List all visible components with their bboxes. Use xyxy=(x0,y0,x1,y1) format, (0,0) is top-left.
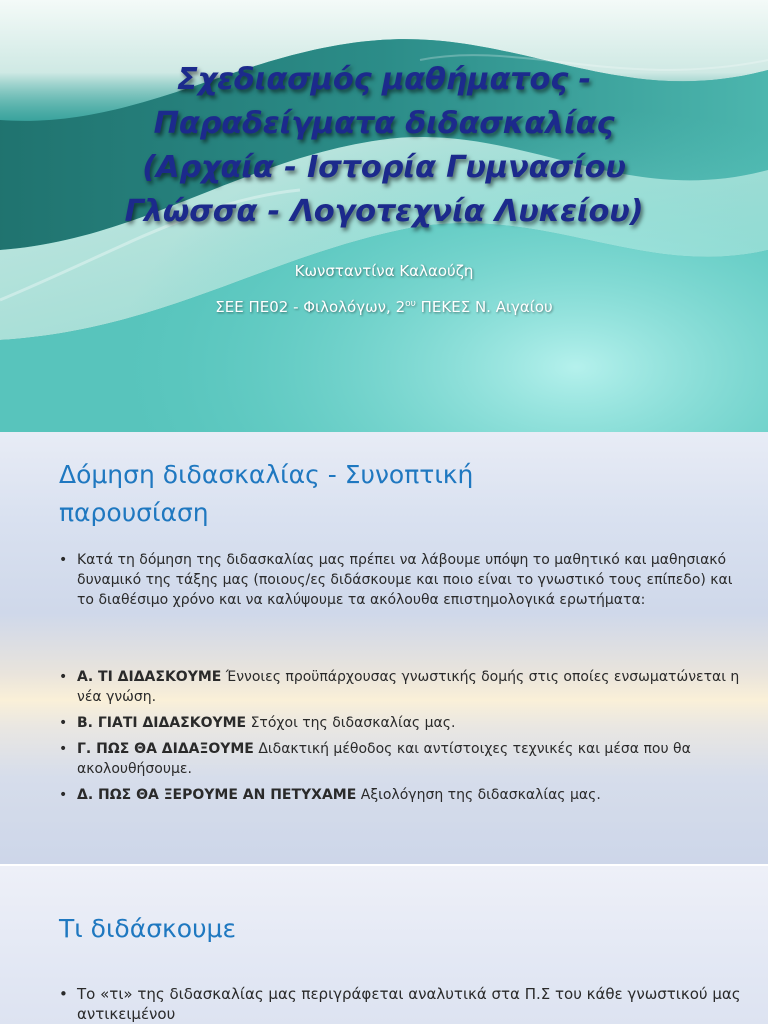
bullet-marker: • xyxy=(59,787,68,803)
item-text: Έννοιες προϋπάρχουσας γνωστικής δομής στις οποίες ενσωματώνεται η νέα γνώση. xyxy=(77,669,740,705)
what-we-teach-slide xyxy=(0,866,768,1024)
author-affiliation xyxy=(0,293,768,318)
author-name: Κωνσταντίνα Καλαούζη xyxy=(294,262,474,280)
bullet-marker: • xyxy=(59,669,68,685)
title-slide xyxy=(0,0,768,432)
item-label: Β. ΓΙΑΤΙ ΔΙΔΑΣΚΟΥΜΕ xyxy=(77,715,247,731)
affiliation-text-end: ΠΕΚΕΣ Ν. Αιγαίου xyxy=(415,298,553,316)
title-line: Παραδείγματα διδασκαλίας xyxy=(153,106,615,141)
list-item xyxy=(59,713,749,733)
bullet-marker: • xyxy=(59,552,68,568)
item-label: Α. ΤΙ ΔΙΔΑΣΚΟΥΜΕ xyxy=(77,669,222,685)
bullet-marker: • xyxy=(59,985,68,1003)
intro-list xyxy=(59,550,749,610)
item-text: Διδακτική μέθοδος και αντίστοιχες τεχνικές και μέσα που θα ακολουθήσουμε. xyxy=(77,741,691,777)
list-item xyxy=(59,785,749,805)
title-line: Σχεδιασμός μαθήματος - xyxy=(177,62,591,97)
list-item xyxy=(59,667,749,707)
questions-list xyxy=(59,667,749,805)
bullet-marker: • xyxy=(59,741,68,757)
presentation-title xyxy=(40,58,728,234)
heading-line: παρουσίαση xyxy=(59,498,209,527)
title-line: Γλώσσα - Λογοτεχνία Λυκείου) xyxy=(124,194,644,229)
content-list xyxy=(59,984,749,1024)
affiliation-ordinal: ου xyxy=(405,299,416,309)
affiliation-text: ΣΕΕ ΠΕ02 - Φιλολόγων, 2 xyxy=(215,298,406,316)
list-item xyxy=(59,739,749,779)
item-text: Στόχοι της διδασκαλίας μας. xyxy=(246,715,456,731)
list-item xyxy=(59,550,749,610)
structure-slide xyxy=(0,432,768,864)
heading-line: Δόμηση διδασκαλίας - Συνοπτική xyxy=(59,460,474,489)
item-label: Γ. ΠΩΣ ΘΑ ΔΙΔΑΞΟΥΜΕ xyxy=(77,741,254,757)
item-label: Δ. ΠΩΣ ΘΑ ΞΕΡΟΥΜΕ ΑΝ ΠΕΤΥΧΑΜΕ xyxy=(77,787,357,803)
title-line: (Αρχαία - Ιστορία Γυμνασίου xyxy=(142,150,626,185)
slide-heading: Τι διδάσκουμε xyxy=(59,914,236,943)
intro-text: Κατά τη δόμηση της διδασκαλίας μας πρέπει να λάβουμε υπόψη το μαθητικό και μαθησιακό δυναμικό της τάξης μας (ποιους/ες διδάσκουμε και ποιο είναι το γνωστικό τους επίπεδο) και το διαθέσιμο χρόνο και να καλύψουμε τα ακόλουθα επιστημολογικά ερωτήματα: xyxy=(77,552,733,608)
slide-heading xyxy=(59,456,739,532)
item-text: Αξιολόγηση της διδασκαλίας μας. xyxy=(356,787,601,803)
bullet-marker: • xyxy=(59,715,68,731)
item-text: Το «τι» της διδασκαλίας μας περιγράφεται αναλυτικά στα Π.Σ του κάθε γνωστικού μας αντικειμένου xyxy=(77,985,741,1023)
list-item xyxy=(59,984,749,1024)
